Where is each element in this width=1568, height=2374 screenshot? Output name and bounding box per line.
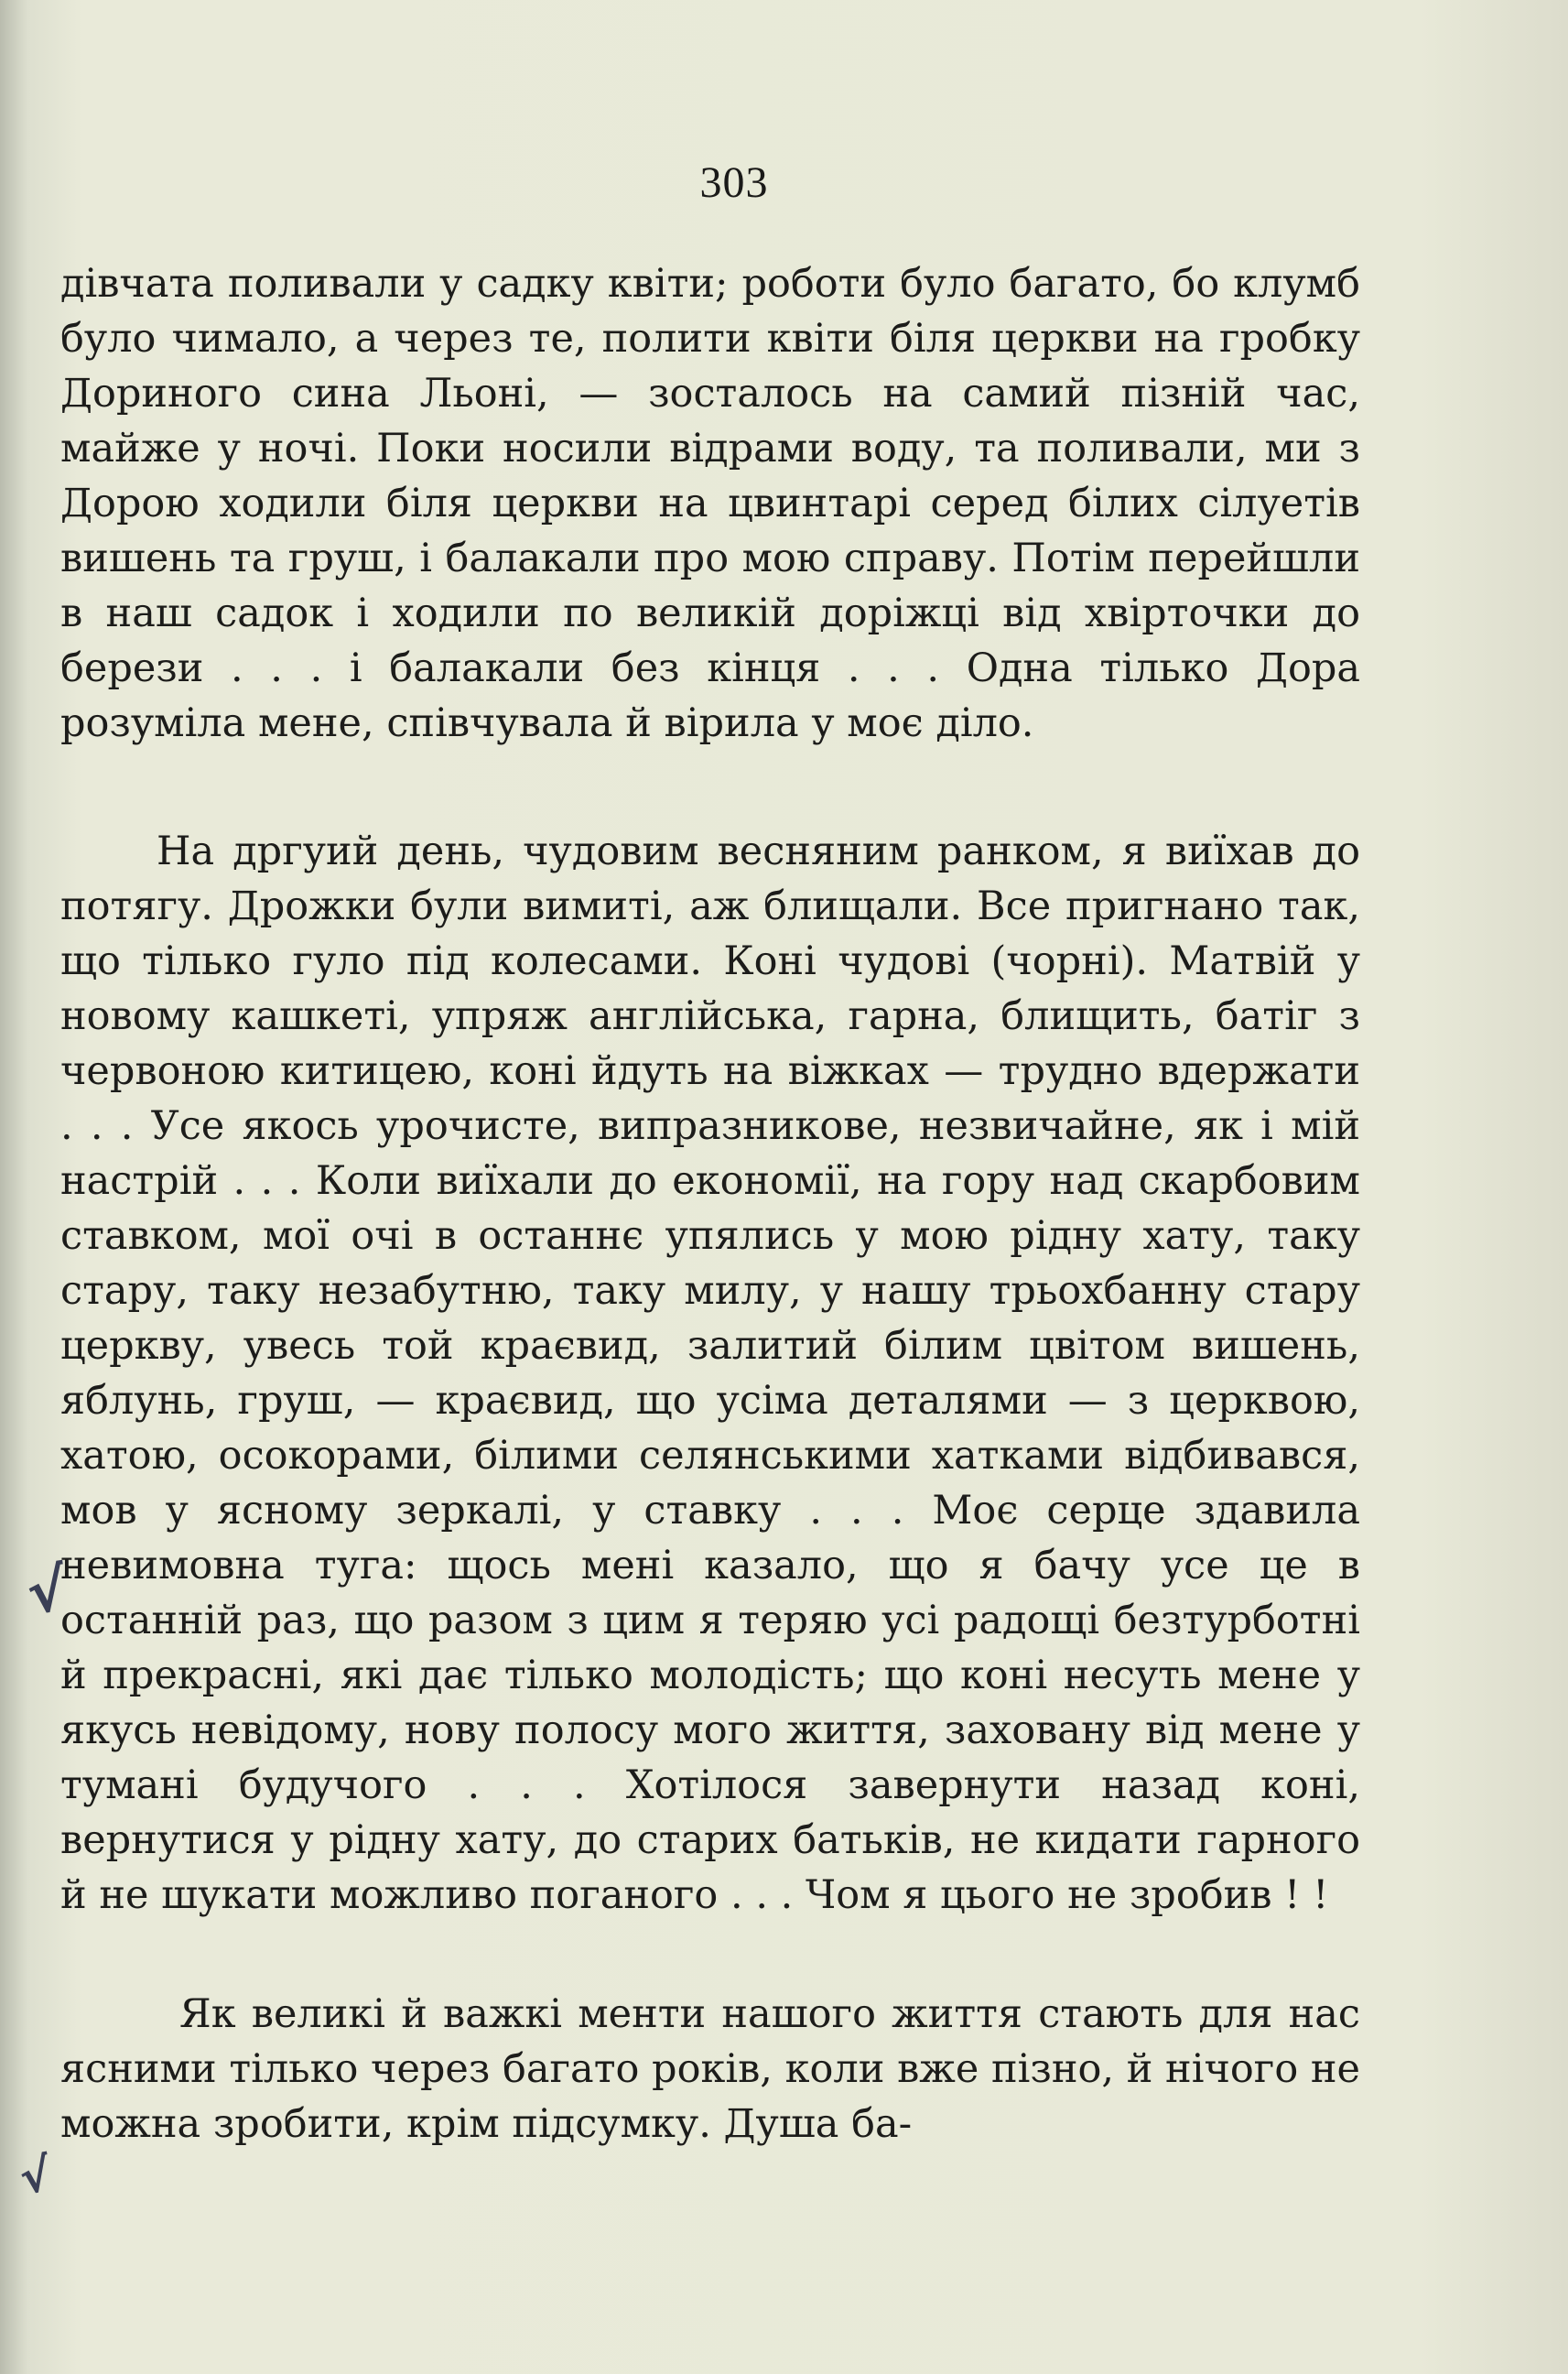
paragraph-2 [60, 824, 1360, 1923]
checkmark-icon: √ [16, 2147, 56, 2206]
checkmark-icon: √ [23, 1556, 71, 1629]
page-number: 303 [699, 158, 769, 207]
paragraph-text: На дргуий день, чудовим весняним ранком, я виїхав до потягу. Дрожки були вимиті, аж блищали. Все пригнано так, що тілько гуло під колесами. Коні чудові (чорні). Матвій у новому кашкеті, упряж англійська, гарна, блищить, батіг з червоною китицею, коні йдуть на віжках — трудно вдержати . . . Усе якось урочисте, випразникове, незвичайне, як і мій настрій . . . Коли виїхали до економії, на гору над скарбовим ставком, мої очі в останнє упялись у мою рідну хату, таку стару, таку незабутню, таку милу, у нашу трьохбанну стару церкву, увесь той краєвид, залитий білим цвітом вишень, яблунь, груш, — краєвид, що усіма деталями — з церквою, хатою, осокорами, білими селянськими хатками відбивався, мов у ясному зеркалі, у ставку . . . Моє серце здавила невимовна туга: щось мені казало, що я бачу усе це в останній раз, що разом з цим я теряю усі радощі безтурботні й прекрасні, які дає тілько молодість; що коні несуть мене у якусь невідому, нову полосу мого життя, заховану від мене у тумані будучого . . . Хотілося завернути назад коні, вернутися у рідну хату, до старих батьків, не кидати гарного й не шукати можливо поганого . . . Чом я цього не зробив ! ! [60, 829, 1360, 1918]
paragraph-text: дівчата поливали у садку квіти; роботи було багато, бо клумб було чимало, а через те, полити квіти біля церкви на гробку Дориного сина Льоні, — зосталось на самий пізній час, майже у ночі. Поки носили відрами воду, та поливали, ми з Дорою ходили біля церкви на цвинтарі серед білих сілуетів вишень та груш, і балакали про мою справу. Потім перейшли в наш садок і ходили по великій доріжці від хвірточки до берези . . . і балакали без кінця . . . Одна тілько Дора розуміла мене, співчувала й вірила у моє діло. [60, 261, 1360, 746]
paragraph-text: Як великі й важкі менти нашого життя стають для нас ясними тілько через багато років, коли вже пізно, й нічого не можна зробити, крім підсумку. Душа ба- [60, 1991, 1360, 2147]
paragraph-3 [60, 1987, 1360, 2152]
paragraph-1 [60, 256, 1360, 751]
